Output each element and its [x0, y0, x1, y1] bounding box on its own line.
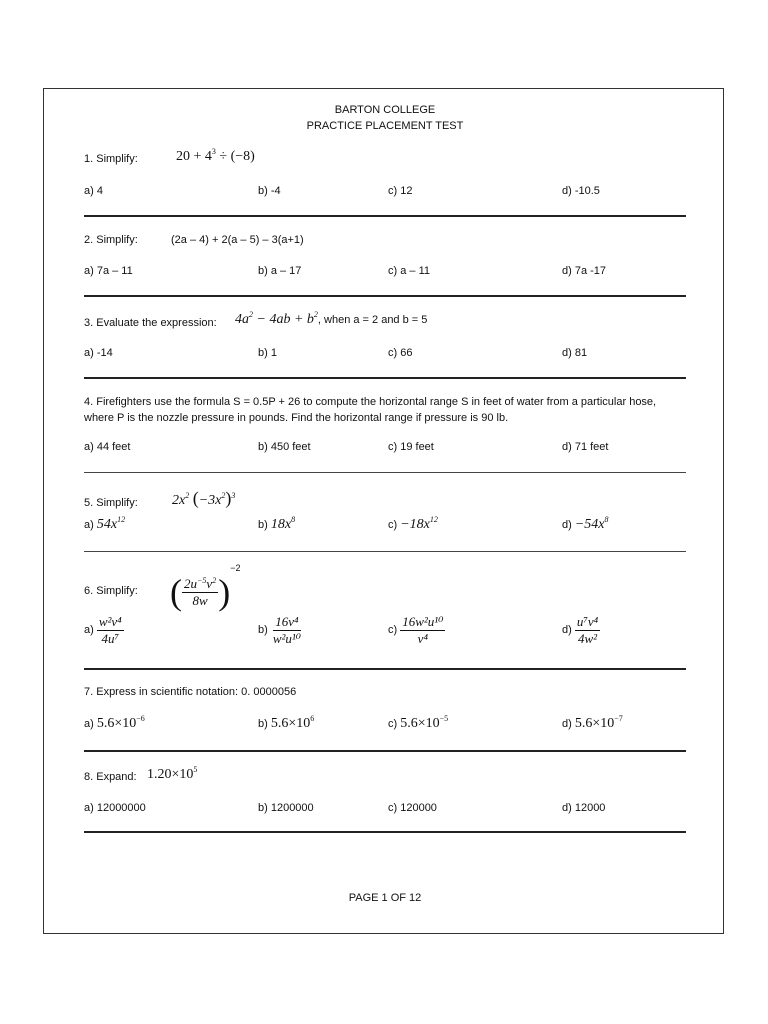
q5-expression: $2x^2$ $(-3x^2)^3$: [172, 488, 236, 508]
q6-option-d[interactable]: d) $\frac{\text{u⁷v⁴}}{\text{4w²}}$: [562, 614, 599, 646]
q6-option-b[interactable]: b) $\frac{\text{16v⁴}}{\text{w²u¹⁰}}$: [258, 614, 302, 646]
q5-option-d[interactable]: $d) -54x^8$: [562, 515, 609, 532]
q2-option-d[interactable]: d) 7a -17: [562, 265, 607, 277]
divider: [84, 668, 686, 670]
college-name: BARTON COLLEGE: [334, 104, 436, 116]
q2-expression: (2a – 4) + 2(a – 5) – 3(a+1): [171, 234, 304, 246]
q2-option-a[interactable]: a) 7a – 11: [84, 265, 133, 277]
q1-option-d[interactable]: d) -10.5: [562, 185, 600, 197]
test-title: PRACTICE PLACEMENT TEST: [306, 120, 464, 132]
q1-option-c[interactable]: c) 12: [388, 185, 413, 197]
q1-option-b[interactable]: b) -4: [258, 185, 281, 197]
divider: [84, 215, 686, 217]
q7-option-c[interactable]: c) $5.6\times 10^{-5}$: [388, 714, 449, 731]
q4-option-b[interactable]: b) 450 feet: [258, 441, 311, 453]
q6-prompt: 6. Simplify:: [84, 585, 138, 597]
q3-option-b[interactable]: b) 1: [258, 347, 277, 359]
q8-prompt: 8. Expand:: [84, 771, 137, 783]
q4-option-d[interactable]: d) 71 feet: [562, 441, 609, 453]
q2-option-b[interactable]: b) a – 17: [258, 265, 302, 277]
q2-prompt: 2. Simplify:: [84, 234, 138, 246]
q4-prompt: 4. Firefighters use the formula S = 0.5P + 26 to compute the horizontal range S in feet of water from a particular hose, where P is the nozzle pressure in pounds. Find the horizontal range if pressure is 90 lb.: [84, 396, 657, 424]
q5-option-c[interactable]: $c) -18x^{12}$: [388, 515, 438, 532]
q3-option-c[interactable]: c) 66: [388, 347, 413, 359]
q5-option-a[interactable]: a) $54x^{12}$: [84, 515, 126, 532]
q5-prompt: 5. Simplify:: [84, 497, 138, 509]
q7-option-d[interactable]: d) $5.6\times 10^{-7}$: [562, 714, 623, 731]
q4-option-a[interactable]: a) 44 feet: [84, 441, 131, 453]
q4-option-c[interactable]: c) 19 feet: [388, 441, 434, 453]
q5-option-b[interactable]: b) $18x^8$: [258, 515, 296, 532]
q7-option-a[interactable]: a) $5.6\times 10^{-6}$: [84, 714, 145, 731]
q7-prompt: 7. Express in scientific notation: 0. 0000056: [84, 686, 297, 698]
page-number: PAGE 1 OF 12: [348, 892, 422, 904]
q6-option-a[interactable]: a) $\frac{\text{w²v⁴}}{\text{4u⁷}}$: [84, 614, 122, 646]
divider: [84, 750, 686, 752]
divider: [84, 472, 686, 473]
divider: [84, 551, 686, 552]
q8-option-b[interactable]: b) 1200000: [258, 802, 314, 814]
q8-expression: $1.20\times 10^5$: [147, 765, 198, 782]
q3-option-a[interactable]: a) -14: [84, 347, 113, 359]
divider: [84, 377, 686, 379]
q8-option-d[interactable]: d) 12000: [562, 802, 606, 814]
q3-expression: $4a^2 - 4ab + b^2$, when a = 2 and b = 5: [235, 310, 428, 327]
q8-option-a[interactable]: a) 12000000: [84, 802, 146, 814]
q1-prompt: 1. Simplify:: [84, 153, 138, 165]
divider: [84, 831, 686, 833]
q8-option-c[interactable]: c) 120000: [388, 802, 437, 814]
q6-expression: ( $\frac{2u^{-5}v^2}{8w}$ )$^{-2}$: [170, 563, 241, 613]
divider: [84, 295, 686, 297]
q7-option-b[interactable]: b) $5.6\times 10^6$: [258, 714, 315, 731]
q1-option-a[interactable]: a) 4: [84, 185, 103, 197]
q1-expression: $20 + 4^3 \div (-8)$: [176, 147, 255, 164]
q3-prompt: 3. Evaluate the expression:: [84, 317, 217, 329]
q2-option-c[interactable]: c) a – 11: [388, 265, 430, 277]
q3-option-d[interactable]: d) 81: [562, 347, 588, 359]
q6-option-c[interactable]: c) $\frac{\text{16w²u¹⁰}}{\text{v⁴}}$: [388, 614, 444, 646]
